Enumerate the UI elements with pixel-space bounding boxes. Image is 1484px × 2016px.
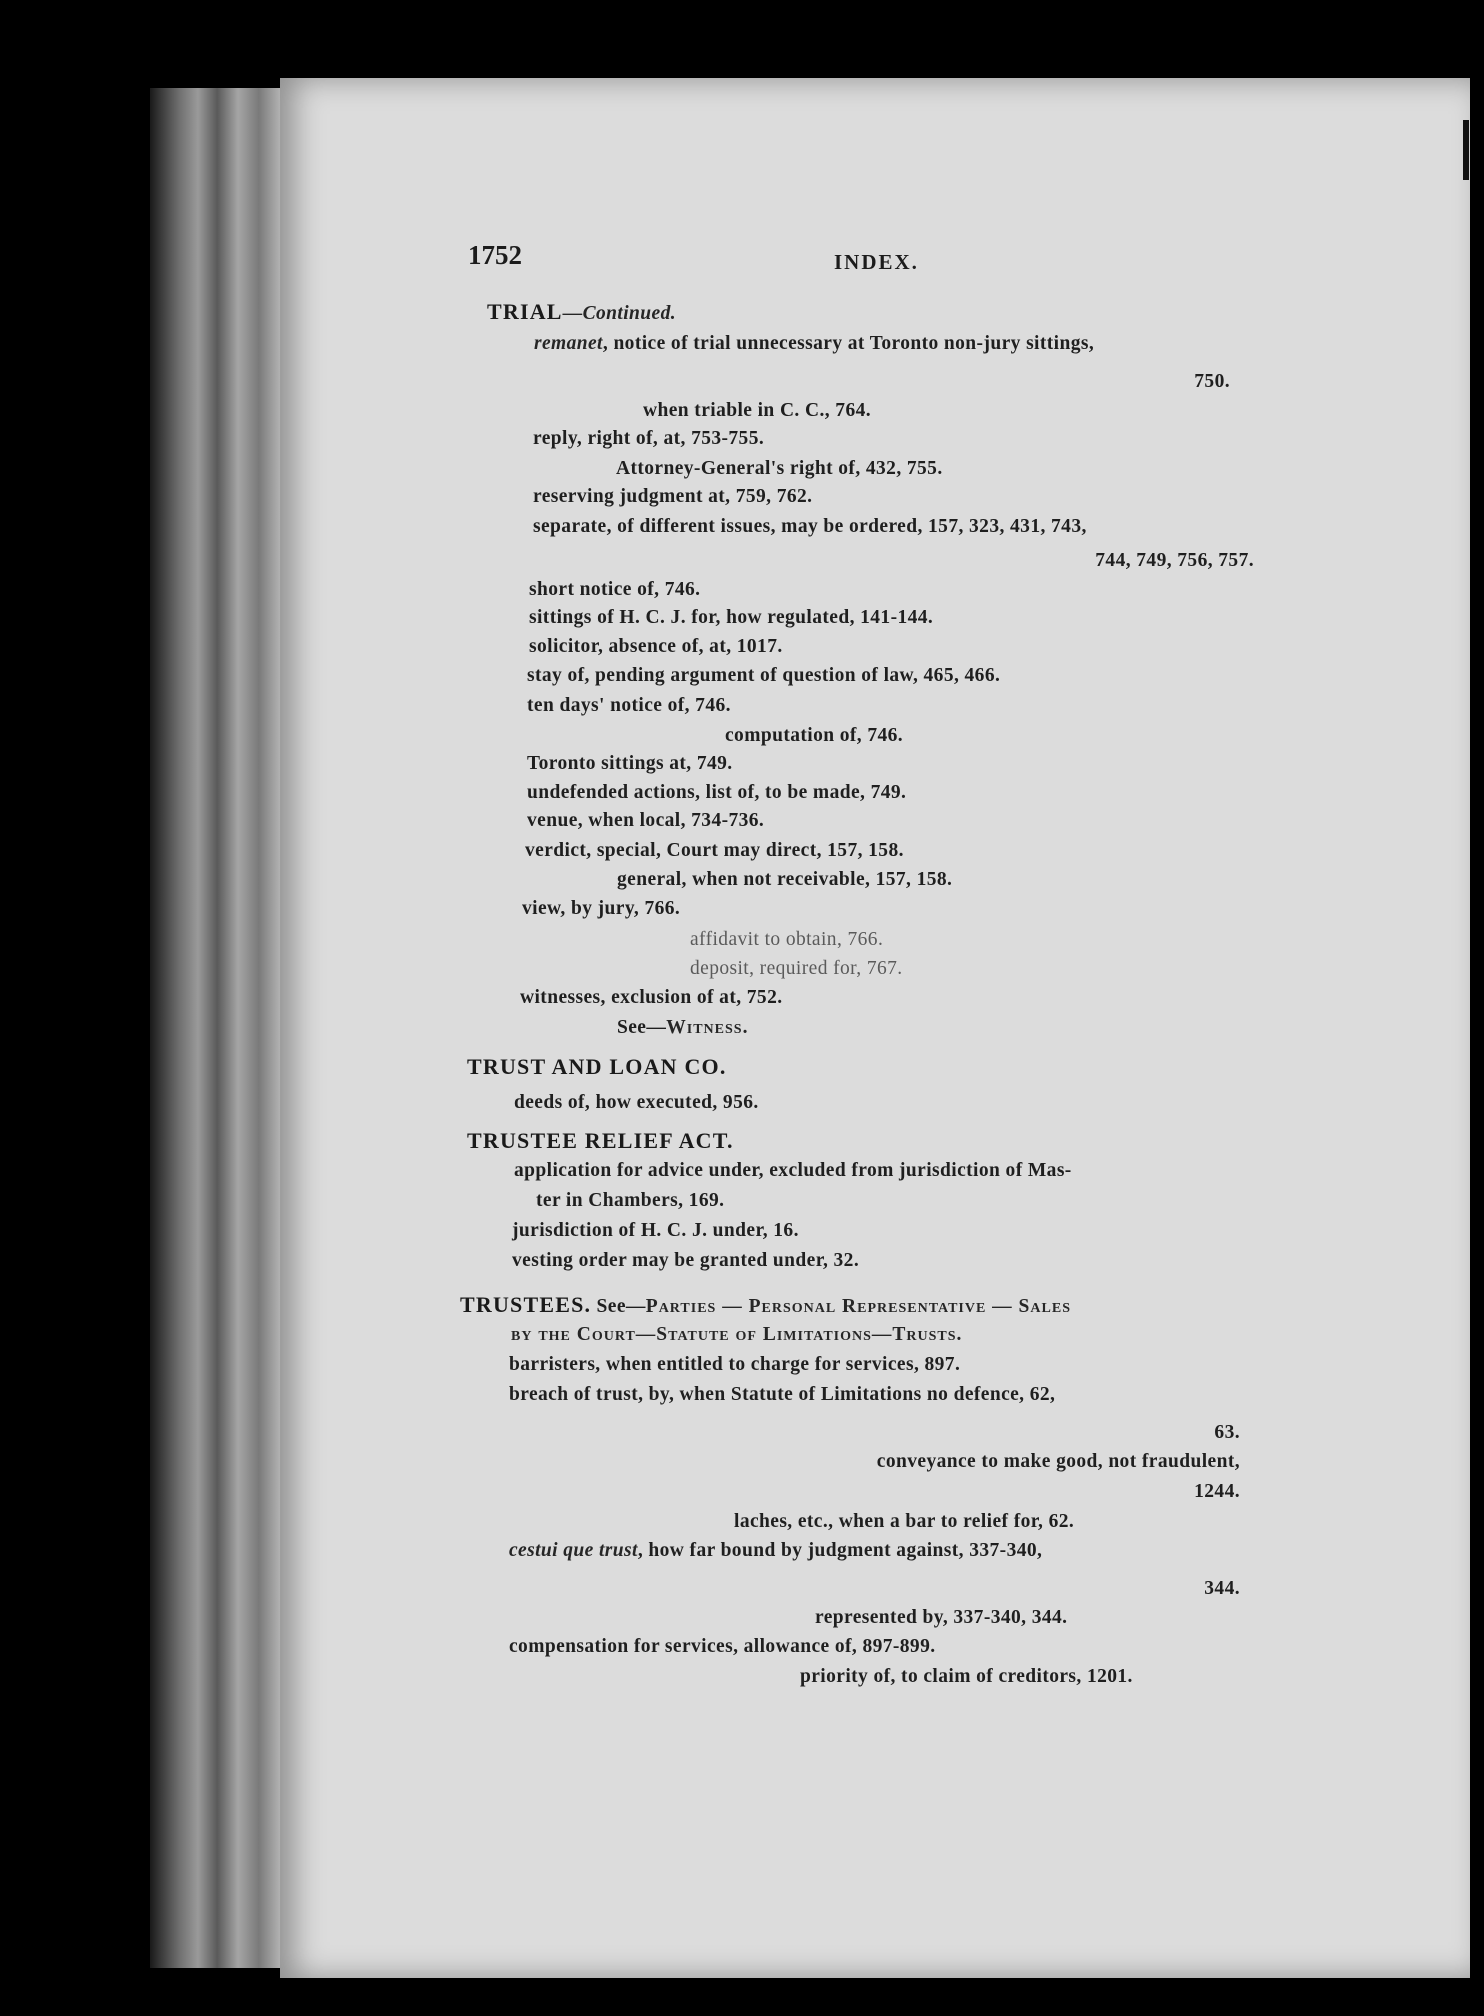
index-text: computation of, 746. (725, 725, 904, 746)
index-text: general, when not receivable, 157, 158. (617, 869, 953, 890)
index-text: solicitor, absence of, at, 1017. (529, 636, 783, 657)
index-text: verdict, special, Court may direct, 157, 158. (525, 840, 904, 861)
index-text: compensation for services, allowance of, 897-899. (509, 1636, 936, 1657)
index-text: 744, 749, 756, 757. (1095, 550, 1254, 571)
index-text: 1244. (1194, 1481, 1240, 1502)
index-entry-separate-2 (1095, 550, 1254, 572)
index-entry-deeds (514, 1092, 759, 1114)
index-text: reserving judgment at, 759, 762. (533, 486, 813, 507)
index-text: venue, when local, 734-736. (527, 810, 765, 831)
index-entry-breach-2 (1214, 1422, 1240, 1444)
index-entry-toronto (527, 753, 733, 775)
index-text: sittings of H. C. J. for, how regulated, 141-144. (529, 607, 934, 628)
index-entry-compensation (509, 1636, 936, 1658)
index-entry-barristers (509, 1354, 960, 1376)
index-entry-trustees-1 (460, 1292, 1071, 1318)
page-number: 1752 (468, 240, 522, 270)
index-entry-represented (815, 1607, 1067, 1629)
index-entry-application-2 (536, 1190, 724, 1212)
index-entry-stay (527, 665, 1000, 687)
index-text: jurisdiction of H. C. J. under, 16. (512, 1220, 799, 1241)
index-entry-trustee-relief (467, 1128, 734, 1154)
index-text: priority of, to claim of creditors, 1201. (800, 1666, 1133, 1687)
index-text: separate, of different issues, may be ordered, 157, 323, 431, 743, (533, 516, 1087, 537)
index-text: Parties — Personal Representative — Sales (645, 1296, 1071, 1317)
index-text: short notice of, 746. (529, 579, 701, 600)
index-text: See— (617, 1017, 667, 1038)
index-entry-trustees-2 (511, 1324, 962, 1346)
index-entry-witnesses (520, 987, 783, 1009)
index-text: breach of trust, by, when Statute of Limitations no defence, 62, (509, 1384, 1056, 1405)
index-entry-priority (800, 1666, 1133, 1688)
index-entry-affidavit (690, 929, 883, 951)
index-text: affidavit to obtain, 766. (690, 929, 884, 950)
index-text: undefended actions, list of, to be made, 749. (527, 782, 907, 803)
index-text: remanet (534, 333, 603, 354)
scan-border-mark (1463, 120, 1469, 180)
index-text: , how far bound by judgment against, 337-340, (637, 1540, 1043, 1561)
index-text: 750. (1194, 371, 1230, 392)
index-text: Attorney-General's right of, 432, 755. (616, 458, 943, 479)
index-text: application for advice under, excluded from jurisdiction of Mas- (514, 1160, 1072, 1181)
index-text: barristers, when entitled to charge for services, 897. (509, 1354, 961, 1375)
index-text: ten days' notice of, 746. (527, 695, 731, 716)
index-page (280, 78, 1470, 1978)
index-entry-computation (725, 725, 903, 747)
index-text: Toronto sittings at, 749. (527, 753, 733, 774)
index-entry-remanet-1b (1194, 371, 1230, 393)
index-text: by the Court—Statute of Limitations—Trusts. (511, 1324, 963, 1345)
index-entry-cestui-1 (509, 1540, 1042, 1562)
index-text: TRUSTEE RELIEF ACT. (467, 1128, 734, 1153)
index-entry-remanet-1 (534, 333, 1094, 355)
index-text: deeds of, how executed, 956. (514, 1092, 759, 1113)
index-entry-laches (734, 1511, 1074, 1533)
index-text: , notice of trial unnecessary at Toronto non-jury sittings, (602, 333, 1095, 354)
index-text: —Continued. (562, 303, 676, 324)
index-entry-reply-1 (533, 428, 764, 450)
index-text: when triable in C. C., 764. (643, 400, 872, 421)
index-entry-cestui-2 (1204, 1578, 1240, 1600)
index-text: Witness. (666, 1017, 749, 1038)
index-text: view, by jury, 766. (522, 898, 681, 919)
index-text: TRUST AND LOAN CO. (467, 1054, 727, 1079)
index-entry-verdict-2 (617, 869, 952, 891)
index-text: laches, etc., when a bar to relief for, 62. (734, 1511, 1075, 1532)
index-entry-vesting (512, 1250, 859, 1272)
index-entry-remanet-2 (643, 400, 871, 422)
index-text: ter in Chambers, 169. (536, 1190, 725, 1211)
index-text: witnesses, exclusion of at, 752. (520, 987, 783, 1008)
index-entry-undefended (527, 782, 906, 804)
index-entry-breach-1 (509, 1384, 1055, 1406)
index-text: TRIAL (487, 299, 563, 324)
index-entry-see-witness (617, 1017, 748, 1039)
index-entry-reply-2 (616, 458, 943, 480)
index-entry-solicitor (529, 636, 783, 658)
index-text: See— (591, 1296, 646, 1317)
index-text: TRUSTEES. (460, 1292, 592, 1317)
index-entry-separate-1 (533, 516, 1087, 538)
index-entry-jurisdiction (512, 1220, 799, 1242)
index-entry-view (522, 898, 680, 920)
index-text: 63. (1214, 1422, 1240, 1443)
index-entry-sittings (529, 607, 933, 629)
index-text: 344. (1204, 1578, 1240, 1599)
index-entry-reserving (533, 486, 812, 508)
index-entry-short-notice (529, 579, 700, 601)
running-head: INDEX. (834, 250, 919, 274)
index-text: cestui que trust (509, 1540, 638, 1561)
index-entry-trust-loan (467, 1054, 727, 1080)
index-entry-conveyance-2 (1194, 1481, 1240, 1503)
index-text: vesting order may be granted under, 32. (512, 1250, 860, 1271)
index-entry-verdict-1 (525, 840, 904, 862)
index-text: represented by, 337-340, 344. (815, 1607, 1068, 1628)
index-entry-application-1 (514, 1160, 1072, 1182)
index-text: deposit, required for, 767. (690, 958, 903, 979)
index-entry-deposit (690, 958, 903, 980)
index-entry-venue (527, 810, 764, 832)
index-text: stay of, pending argument of question of law, 465, 466. (527, 665, 1001, 686)
index-text: conveyance to make good, not fraudulent, (876, 1451, 1240, 1472)
index-entry-trial-continued (487, 299, 676, 325)
index-text: reply, right of, at, 753-755. (533, 428, 765, 449)
index-entry-ten-days (527, 695, 731, 717)
index-entry-conveyance-1 (877, 1451, 1240, 1473)
